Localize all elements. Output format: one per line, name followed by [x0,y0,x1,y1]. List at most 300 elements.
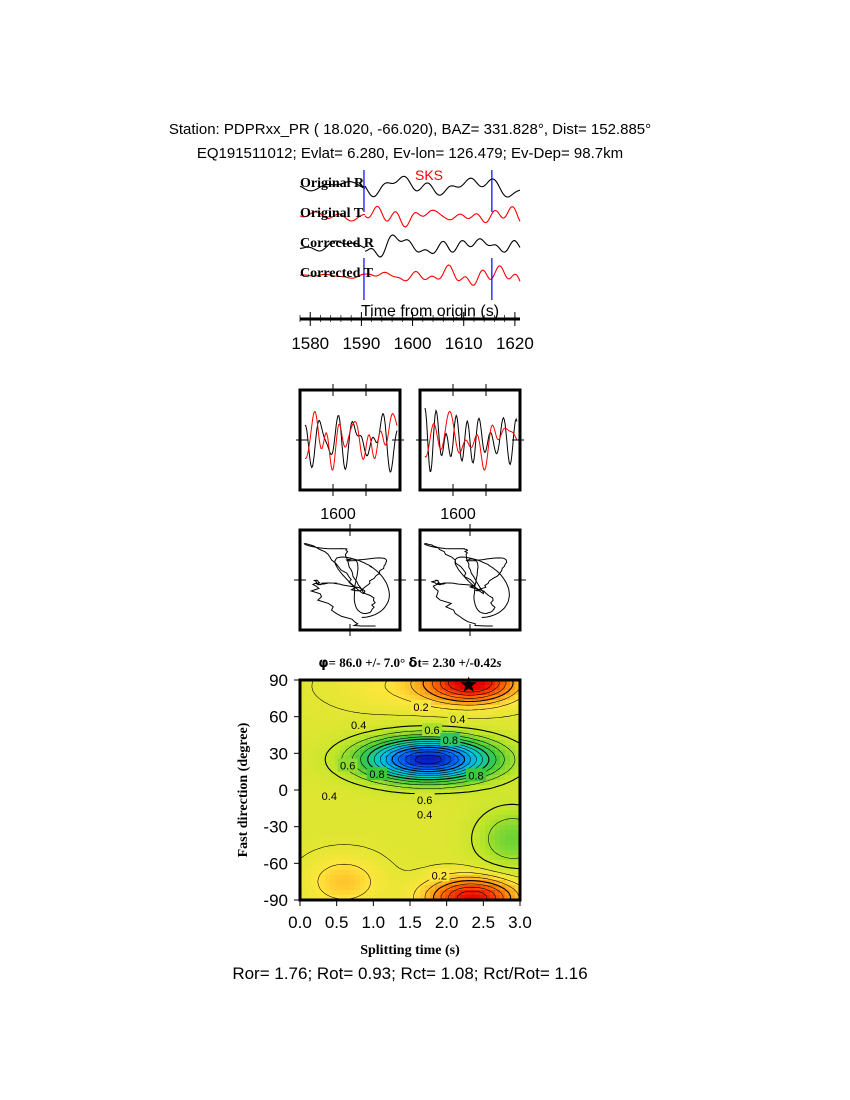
heat-cell [335,850,341,856]
heat-cell [390,685,396,691]
heat-cell [315,695,321,701]
trace-corrected-t [365,265,520,285]
heat-cell [405,720,411,726]
heat-cell [425,885,431,891]
heat-cell [320,715,326,721]
heat-cell [450,815,456,821]
heat-cell [320,690,326,696]
heat-cell [360,765,366,771]
heat-cell [470,835,476,841]
heat-cell [385,820,391,826]
heat-cell [500,790,506,796]
heat-cell [415,860,421,866]
heat-cell [410,840,416,846]
heat-cell [410,835,416,841]
heat-cell [455,830,461,836]
heat-cell [495,800,501,806]
heat-cell [340,700,346,706]
heat-cell [375,755,381,761]
heat-cell [460,825,466,831]
heat-cell [380,825,386,831]
heat-cell [390,835,396,841]
heat-cell [445,705,451,711]
heat-cell [465,800,471,806]
heat-cell [440,835,446,841]
heat-cell [350,695,356,701]
heat-cell [355,855,361,861]
heat-cell [350,795,356,801]
heat-cell [400,725,406,731]
heat-cell [360,710,366,716]
heat-cell [410,775,416,781]
heat-cell [325,890,331,896]
heat-cell [370,870,376,876]
heat-cell [450,835,456,841]
heat-cell [410,830,416,836]
trace-label-corrected-t: Corrected T [300,266,373,281]
heat-cell [500,770,506,776]
heat-cell [355,880,361,886]
phase-label-sks: SKS [415,167,444,183]
heat-cell [310,725,316,731]
heat-cell [465,755,471,761]
heat-cell [330,705,336,711]
heat-cell [415,740,421,746]
heat-cell [370,815,376,821]
heat-cell [455,820,461,826]
heat-cell [330,840,336,846]
heat-cell [345,745,351,751]
heat-cell [415,830,421,836]
heat-cell [500,830,506,836]
heat-cell [315,815,321,821]
time-tick-label-1600: 1600 [393,334,432,353]
heat-cell [475,685,481,691]
heat-cell [440,795,446,801]
heat-cell [350,685,356,691]
heat-cell [510,725,516,731]
heat-cell [375,720,381,726]
heat-cell [455,795,461,801]
heat-cell [375,705,381,711]
heat-cell [350,805,356,811]
x-tick-label: 1.0 [361,913,386,932]
heat-cell [490,840,496,846]
heat-cell [340,845,346,851]
heat-cell [465,845,471,851]
heat-cell [370,685,376,691]
heat-cell [395,725,401,731]
heat-cell [355,690,361,696]
heat-cell [440,820,446,826]
time-tick-label-1590: 1590 [342,334,381,353]
heat-cell [340,780,346,786]
heat-cell [465,830,471,836]
heat-cell [325,740,331,746]
heat-cell [355,685,361,691]
time-tick-label-1610: 1610 [444,334,483,353]
heat-cell [350,890,356,896]
heat-cell [490,830,496,836]
x-tick-label: 1.5 [398,913,422,932]
heat-cell [375,800,381,806]
heat-cell [360,820,366,826]
heat-cell [385,700,391,706]
heat-cell [425,825,431,831]
heat-cell [400,855,406,861]
heat-cell [365,865,371,871]
heat-cell [470,810,476,816]
heat-cell [460,875,466,881]
heat-cell [355,820,361,826]
heat-cell [340,875,346,881]
heat-cell [405,825,411,831]
heat-cell [340,795,346,801]
heat-cell [405,705,411,711]
heat-cell [435,740,441,746]
heat-cell [355,870,361,876]
heat-cell [320,735,326,741]
heat-cell [505,795,511,801]
heat-cell [360,885,366,891]
heat-cell [335,890,341,896]
heat-cell [375,865,381,871]
heat-cell [385,835,391,841]
heat-cell [450,805,456,811]
heat-cell [350,815,356,821]
heat-cell [310,710,316,716]
heat-cell [435,850,441,856]
heat-cell [420,740,426,746]
heat-cell [315,835,321,841]
heat-cell [370,880,376,886]
heat-cell [325,705,331,711]
heat-cell [395,685,401,691]
heat-cell [345,830,351,836]
heat-cell [340,850,346,856]
heat-cell [375,835,381,841]
heat-cell [405,800,411,806]
heat-cell [335,690,341,696]
heat-cell [315,705,321,711]
heat-cell [310,825,316,831]
heat-cell [510,860,516,866]
heat-cell [415,870,421,876]
heat-cell [480,705,486,711]
heat-cell [315,725,321,731]
heat-cell [335,820,341,826]
heat-cell [410,740,416,746]
heat-cell [360,705,366,711]
heat-cell [415,850,421,856]
heat-cell [460,795,466,801]
heat-cell [345,880,351,886]
heat-cell [385,885,391,891]
heat-cell [325,710,331,716]
heat-cell [330,870,336,876]
heat-cell [335,715,341,721]
heat-cell [305,755,311,761]
amplitude-ratios: Ror= 1.76; Rot= 0.93; Rct= 1.08; Rct/Rot= 1.16 [232,964,588,983]
heat-cell [485,800,491,806]
heat-cell [505,760,511,766]
heat-cell [395,785,401,791]
heat-cell [345,795,351,801]
heat-cell [350,885,356,891]
heat-cell [420,835,426,841]
heat-cell [470,800,476,806]
heat-cell [335,875,341,881]
heat-cell [425,855,431,861]
heat-cell [340,745,346,751]
heat-cell [335,805,341,811]
heat-cell [390,810,396,816]
heat-cell [485,855,491,861]
trace-corrected-r [365,235,520,257]
heat-cell [445,855,451,861]
heat-cell [325,805,331,811]
heat-cell [400,870,406,876]
heat-cell [395,710,401,716]
heat-cell [325,810,331,816]
heat-cell [310,735,316,741]
y-tick-label: -30 [263,817,288,837]
heat-cell [490,725,496,731]
fast-slow-original-frame [300,390,400,490]
heat-cell [380,800,386,806]
heat-cell [375,815,381,821]
heat-cell [330,890,336,896]
heat-cell [310,745,316,751]
heat-cell [460,835,466,841]
heat-cell [340,870,346,876]
heat-cell [395,855,401,861]
heat-cell [500,710,506,716]
heat-cell [305,815,311,821]
heat-cell [400,885,406,891]
heat-cell [350,740,356,746]
heat-cell [375,760,381,766]
heat-cell [320,860,326,866]
heat-cell [365,840,371,846]
heat-cell [440,825,446,831]
heat-cell [305,820,311,826]
heat-cell [425,860,431,866]
heat-cell [380,860,386,866]
heat-cell [310,795,316,801]
heat-cell [395,885,401,891]
heat-cell [375,685,381,691]
heat-cell [415,865,421,871]
heat-cell [350,850,356,856]
heat-cell [305,720,311,726]
grid-search-panel [236,655,532,958]
heat-cell [335,710,341,716]
heat-cell [425,850,431,856]
heat-cell [495,690,501,696]
heat-cell [340,865,346,871]
contour-label: 0.2 [413,701,429,714]
heat-cell [305,860,311,866]
heat-cell [425,715,431,721]
heat-cell [385,720,391,726]
heat-cell [420,875,426,881]
heat-cell [320,870,326,876]
heat-cell [425,785,431,791]
heat-cell [380,835,386,841]
heat-cell [505,785,511,791]
heat-cell [485,825,491,831]
heat-cell [390,870,396,876]
heat-cell [335,810,341,816]
heat-cell [390,780,396,786]
heat-cell [360,810,366,816]
heat-cell [370,855,376,861]
heat-cell [495,740,501,746]
heat-cell [420,885,426,891]
heat-cell [360,795,366,801]
heat-cell [345,865,351,871]
heat-cell [480,850,486,856]
heat-cell [400,690,406,696]
heat-cell [330,730,336,736]
heat-cell [390,805,396,811]
heat-cell [450,860,456,866]
heat-cell [355,750,361,756]
heat-cell [330,835,336,841]
heat-cell [395,880,401,886]
heat-cell [325,815,331,821]
heat-cell [350,810,356,816]
heat-cell [395,795,401,801]
heat-cell [330,715,336,721]
heat-cell [430,715,436,721]
heat-cell [435,830,441,836]
heat-cell [440,860,446,866]
heat-cell [345,890,351,896]
heat-cell [510,835,516,841]
heat-cell [440,830,446,836]
heat-cell [335,870,341,876]
heat-cell [480,755,486,761]
heat-cell [325,850,331,856]
heat-cell [460,845,466,851]
heat-cell [380,690,386,696]
heat-cell [385,855,391,861]
heat-cell [320,725,326,731]
heat-cell [435,820,441,826]
heat-cell [510,815,516,821]
heat-cell [350,710,356,716]
heat-cell [425,760,431,766]
heat-cell [335,845,341,851]
heat-cell [495,790,501,796]
heat-cell [505,840,511,846]
heat-cell [460,865,466,871]
heat-cell [380,880,386,886]
heat-cell [355,790,361,796]
heat-cell [365,810,371,816]
heat-cell [350,825,356,831]
heat-cell [385,890,391,896]
heat-cell [400,875,406,881]
heat-cell [315,805,321,811]
heat-cell [330,700,336,706]
heat-cell [320,685,326,691]
fast-component [425,408,517,472]
heat-cell [415,720,421,726]
heat-cell [380,715,386,721]
contour-label: 0.4 [417,809,433,822]
heat-cell [510,890,516,896]
heat-cell [510,820,516,826]
heat-cell [330,885,336,891]
heat-cell [320,825,326,831]
heat-cell [470,785,476,791]
heat-cell [355,860,361,866]
heat-cell [405,845,411,851]
heat-cell [485,850,491,856]
heat-cell [400,805,406,811]
y-tick-label: 30 [269,744,288,764]
heat-cell [450,875,456,881]
heat-cell [345,685,351,691]
heat-cell [315,685,321,691]
heat-cell [375,890,381,896]
heat-cell [500,840,506,846]
heat-cell [480,795,486,801]
heat-cell [325,875,331,881]
heat-cell [510,770,516,776]
heat-cell [465,825,471,831]
heat-cell [405,795,411,801]
heat-cell [440,815,446,821]
heat-cell [415,785,421,791]
heat-cell [495,725,501,731]
heat-cell [430,855,436,861]
heat-cell [340,730,346,736]
heat-cell [400,800,406,806]
heat-cell [305,740,311,746]
heat-cell [400,880,406,886]
heat-cell [465,700,471,706]
heat-cell [465,840,471,846]
fast-slow-tick-label-right: 1600 [440,506,476,523]
heat-cell [405,830,411,836]
heat-cell [310,720,316,726]
heat-cell [325,885,331,891]
heat-cell [320,750,326,756]
heat-cell [385,840,391,846]
heat-cell [410,860,416,866]
heat-cell [330,780,336,786]
event-info: EQ191511012; Evlat= 6.280, Ev-lon= 126.479; Ev-Dep= 98.7km [196,145,624,162]
heat-cell [490,810,496,816]
heat-cell [465,835,471,841]
heat-cell [395,810,401,816]
heat-cell [325,835,331,841]
heat-cell [350,745,356,751]
heat-cell [370,795,376,801]
heat-cell [495,780,501,786]
heat-cell [370,885,376,891]
heat-cell [325,685,331,691]
heat-cell [340,860,346,866]
heat-cell [445,820,451,826]
heat-cell [495,890,501,896]
heat-cell [305,865,311,871]
heat-cell [360,850,366,856]
